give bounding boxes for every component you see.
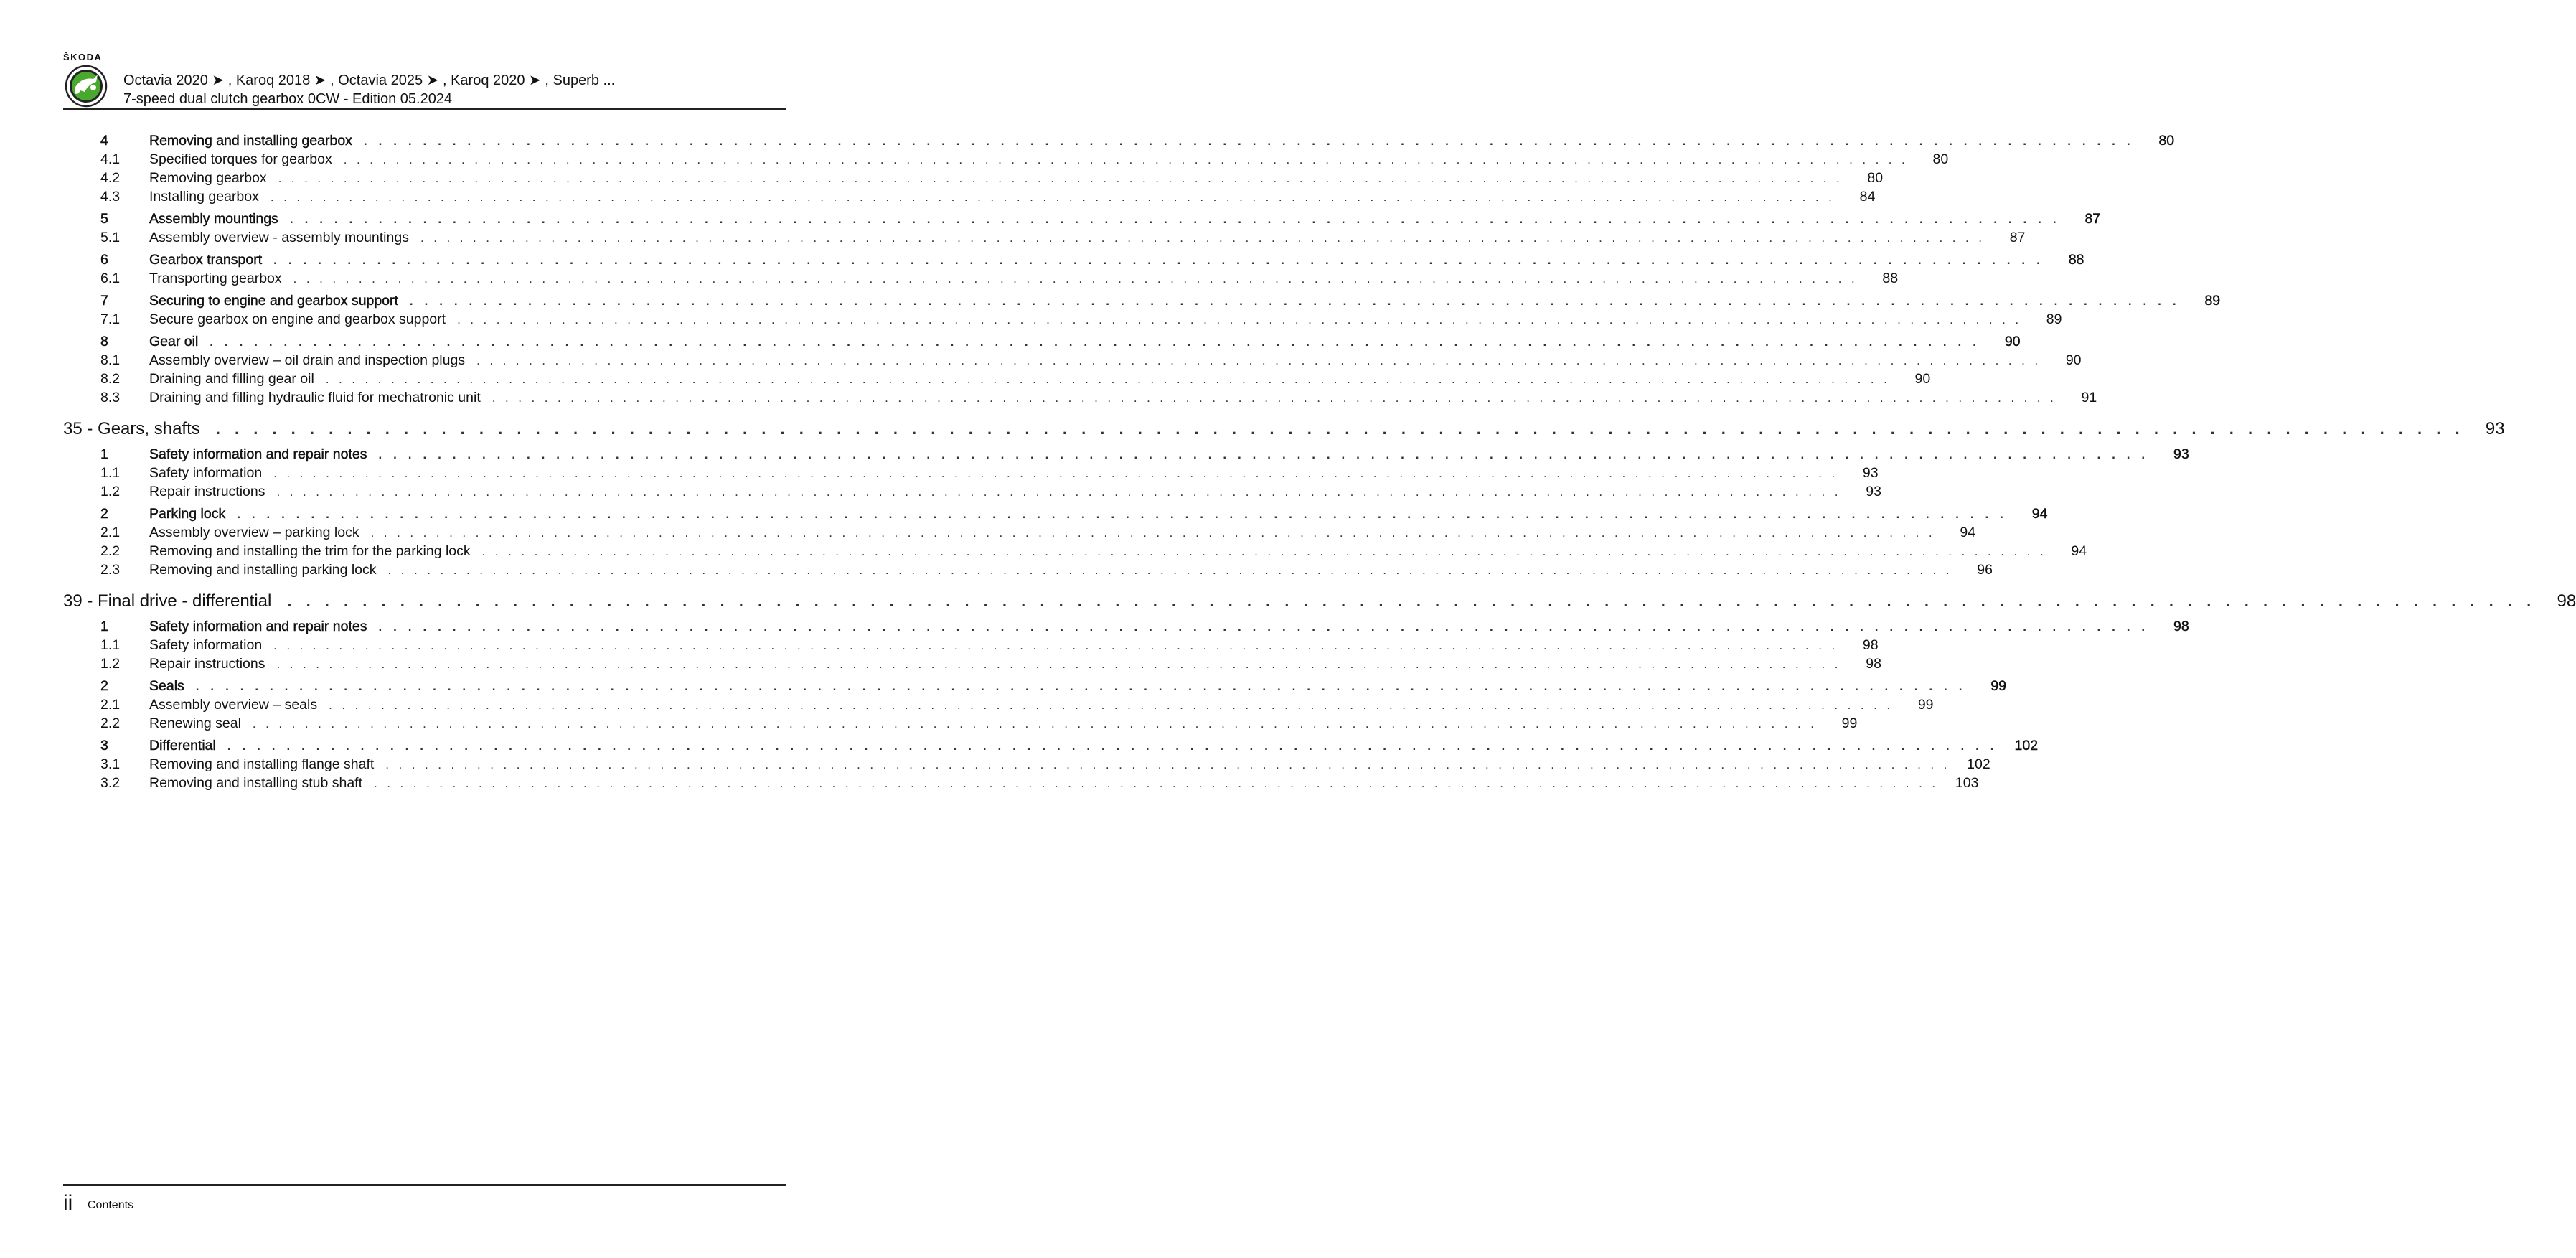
toc-entry-number: 2: [100, 506, 108, 522]
toc-dot-leader: . . . . . . . . . . . . . . . . . . . . . . . . . . . . . . . . . . . . . . . . . . . . . . . . . . . . . . . . . . . . . . . . . . . . . . . . . . . . . . . . . . . . . . . . . . . . . . . . . . . . . . . . . . . . . . . . . . . . . . . .: [374, 776, 1939, 790]
toc-entry-page: 99: [1990, 678, 2007, 694]
toc-entry-page: 88: [2068, 252, 2084, 268]
toc-entry-page: 98: [1866, 656, 1881, 672]
toc-subsection-entry[interactable]: [63, 482, 1881, 501]
toc-entry-title: Safety information and repair notes: [149, 619, 367, 634]
toc-section-entry[interactable]: [63, 250, 2084, 269]
toc-dot-leader: . . . . . . . . . . . . . . . . . . . . . . . . . . . . . . . . . . . . . . . . . . . . . . . . . . . . . . . . . . . . . . . . . . . . . . . . . . . . . . . . . . . . . . . . . . . . . . . . . . . . . . . . . . . . . . . . . . . . . . . .: [276, 657, 1841, 671]
toc-entry-title: Repair instructions: [149, 484, 265, 499]
toc-entry-number: 4: [100, 133, 108, 149]
toc-entry-number: 1.1: [100, 465, 121, 481]
toc-entry-title: Draining and filling hydraulic fluid for mechatronic unit: [149, 390, 481, 405]
toc-dot-leader: . . . . . . . . . . . . . . . . . . . . . . . . . . . . . . . . . . . . . . . . . . . . . . . . . . . . . . . . . . . . . . . . . . . . . . . . . . . . . . . . . . . . . . . . . . . . . . . . . . . . . . . . . . . . . . . . . . . . . . . .: [195, 680, 1967, 693]
toc-entry-number: 2.3: [100, 562, 121, 578]
toc-entry-number: 8.3: [100, 390, 121, 405]
toc-entry-number: 1.2: [100, 656, 121, 672]
brand-wordmark: ŠKODA: [63, 52, 103, 62]
toc-subsection-entry[interactable]: [63, 150, 1949, 169]
toc-dot-leader: . . . . . . . . . . . . . . . . . . . . . . . . . . . . . . . . . . . . . . . . . . . . . . . . . . . . . . . . . . . . . . . . . . . . . . . . . . . . . . . . . . . . . . . . . . . . . . . . . . . . . . . . . . . . . . . . . . . . . . . .: [420, 231, 1985, 245]
toc-dot-leader: . . . . . . . . . . . . . . . . . . . . . . . . . . . . . . . . . . . . . . . . . . . . . . . . . . . . . . . . . . . . . . . . . . . . . . . . . . . . . . . . . . . . . . . . . . . . . . . . . . . . . . . . . . . . . . . . . . . . . . . .: [476, 354, 2041, 367]
toc-entry-number: 1.1: [100, 637, 121, 653]
footer-section-label: Contents: [88, 1199, 134, 1211]
toc-entry-page: 84: [1859, 189, 1876, 205]
toc-subsection-entry[interactable]: [63, 542, 2087, 560]
toc-entry-page: 89: [2046, 311, 2062, 327]
toc-subsection-entry[interactable]: [63, 310, 2062, 329]
toc-dot-leader: . . . . . . . . . . . . . . . . . . . . . . . . . . . . . . . . . . . . . . . . . . . . . . . . . . . . . . . . . . . . . . . . . . . . . . . . . . . . . . . . . . . . . . . . . . . . . . . . . . . . . . . . . . . . . . . . . . . . . . . .: [210, 335, 1980, 349]
toc-subsection-entry[interactable]: [63, 695, 1934, 714]
toc-subsection-entry[interactable]: [63, 388, 2097, 407]
toc-dot-leader: . . . . . . . . . . . . . . . . . . . . . . . . . . . . . . . . . . . . . . . . . . . . . . . . . . . . . . . . . . . . . . . . . . . . . . . . . . . . . . . . . . . . . . . . . . . . . . . . . . . . . . . . . . . . . . . . . . . . . . . .: [227, 739, 1998, 753]
toc-entry-page: 93: [1862, 465, 1879, 481]
toc-entry-page: 93: [2173, 446, 2189, 462]
toc-entry-page: 93: [2485, 419, 2505, 438]
toc-subsection-entry[interactable]: [63, 187, 1876, 206]
toc-entry-page: 90: [2004, 334, 2021, 349]
toc-entry-page: 99: [1841, 715, 1858, 731]
toc-entry-title: Removing and installing the trim for the parking lock: [149, 543, 471, 559]
toc-dot-leader: . . . . . . . . . . . . . . . . . . . . . . . . . . . . . . . . . . . . . . . . . . . . . . . . . . . . . . . . . . . . . . . . . . . . . . . . . . . . . . . . . . . . . . . . . . . . . . . . . . . . . . . . . . . . . . . . . . . . . . . .: [457, 313, 2022, 327]
toc-entry-number: 6.1: [100, 271, 121, 286]
table-of-contents: [63, 128, 2576, 792]
header-divider: [63, 108, 786, 110]
toc-section-entry[interactable]: [63, 332, 2021, 351]
toc-dot-leader: . . . . . . . . . . . . . . . . . . . . . . . . . . . . . . . . . . . . . . . . . . . . . . . . . . . . . . . . . . . . . . . . . . . . . . . . . . . . . . . . . . . . . . . . . . . . . . . . . . . . . . . . . . . . . . . . . . . . . . . .: [387, 563, 1952, 577]
toc-section-entry[interactable]: [63, 445, 2189, 464]
toc-subsection-entry[interactable]: [63, 774, 1979, 792]
toc-subsection-entry[interactable]: [63, 714, 1858, 733]
toc-entry-page: 90: [1914, 371, 1931, 387]
toc-entry-number: 2.2: [100, 715, 121, 731]
toc-entry-number: 3.1: [100, 756, 121, 772]
toc-section-entry[interactable]: [63, 210, 2101, 228]
toc-entry-page: 102: [1967, 756, 1990, 772]
toc-entry-title: Removing and installing gearbox: [149, 133, 352, 149]
toc-entry-page: 102: [2014, 738, 2039, 754]
toc-dot-leader: . . . . . . . . . . . . . . . . . . . . . . . . . . . . . . . . . . . . . . . . . . . . . . . . . . . . . . . . . . . . . . . . . . . . . . . . . . . . . . . . . . . . . . . . . . . . . . . . . . . . . . . . . . . . . . . . . . . . . . . .: [273, 466, 1838, 480]
toc-subsection-entry[interactable]: [63, 755, 1990, 774]
toc-entry-number: 3.2: [100, 775, 121, 791]
toc-subsection-entry[interactable]: [63, 351, 2082, 370]
toc-subsection-entry[interactable]: [63, 228, 2026, 247]
toc-entry-number: 5: [100, 211, 108, 227]
toc-dot-leader: . . . . . . . . . . . . . . . . . . . . . . . . . . . . . . . . . . . . . . . . . . . . . . . . . . . . . . . . . . . . . . . . . . . . . . . . . . . . . . . . . . . . . . . . . . . . . . . . . . . . . . . . . . . . . . . . . . . . . . . .: [492, 391, 2057, 405]
toc-entry-title: Renewing seal: [149, 715, 241, 731]
toc-dot-leader: . . . . . . . . . . . . . . . . . . . . . . . . . . . . . . . . . . . . . . . . . . . . . . . . . . . . . . . . . . . . . . . . . . . . . . . . . . . . . . . . . . . . . . . . . . . . . . . . . . . . . . . . . . . . . . . . . . . . . . . .: [289, 212, 2061, 226]
toc-entry-title: Gearbox transport: [149, 252, 263, 268]
toc-entry-number: 4.1: [100, 151, 121, 167]
toc-entry-page: 98: [1862, 637, 1879, 653]
toc-entry-page: 94: [2031, 506, 2048, 522]
toc-entry-page: 91: [2081, 390, 2097, 405]
toc-entry-page: 87: [2009, 230, 2026, 245]
toc-dot-leader: . . . . . . . . . . . . . . . . . . . . . . . . . . . . . . . . . . . . . . . . . . . . . . . . . . . . . . . . . . . . . . . . . . . . . . . . . . . . . . . . . . . . . . . . . . . . . . . . . . . . . . . . . . . . . . . . . . . . . . . .: [278, 172, 1843, 185]
toc-entry-number: 2.2: [100, 543, 121, 559]
toc-dot-leader: . . . . . . . . . . . . . . . . . . . . . . . . . . . . . . . . . . . . . . . . . . . . . . . . . . . . . . . . . . . . . . . . . . . . . . . . . . . . . . . . . . . . . . . . . . . . . . . . . . . . . . . . . . . . . . . . . . . . . . . .: [385, 758, 1950, 771]
toc-dot-leader: . . . . . . . . . . . . . . . . . . . . . . . . . . . . . . . . . . . . . . . . . . . . . . . . . . . . . . . . . . . . . . . . . . . . . . . . . . . . . . . . . . . . . . . . . . . . . . . . . . . . . . . . . . . . . . . . . . . . . . . .: [287, 592, 2537, 610]
toc-section-entry[interactable]: [63, 291, 2221, 310]
toc-entry-number: 3: [100, 738, 108, 754]
skoda-logo-icon: [65, 65, 108, 108]
toc-dot-leader: . . . . . . . . . . . . . . . . . . . . . . . . . . . . . . . . . . . . . . . . . . . . . . . . . . . . . . . . . . . . . . . . . . . . . . . . . . . . . . . . . . . . . . . . . . . . . . . . . . . . . . . . . . . . . . . . . . . . . . . .: [481, 545, 2047, 558]
toc-entry-page: 98: [2557, 591, 2576, 611]
toc-entry-title: Assembly overview – oil drain and inspection plugs: [149, 352, 466, 368]
toc-subsection-entry[interactable]: [63, 560, 1993, 579]
toc-entry-page: 87: [2084, 211, 2101, 227]
toc-subsection-entry[interactable]: [63, 169, 1884, 187]
toc-entry-title: Assembly mountings: [149, 211, 278, 227]
toc-entry-title: Installing gearbox: [149, 189, 259, 205]
toc-entry-title: Safety information: [149, 637, 263, 653]
toc-entry-number: 6: [100, 252, 108, 268]
toc-entry-title: Removing and installing stub shaft: [149, 775, 363, 791]
toc-entry-page: 89: [2204, 293, 2221, 309]
toc-entry-number: 4.2: [100, 170, 121, 186]
toc-dot-leader: . . . . . . . . . . . . . . . . . . . . . . . . . . . . . . . . . . . . . . . . . . . . . . . . . . . . . . . . . . . . . . . . . . . . . . . . . . . . . . . . . . . . . . . . . . . . . . . . . . . . . . . . . . . . . . . . . . . . . . . .: [343, 153, 1909, 166]
toc-entry-title: Draining and filling gear oil: [149, 371, 314, 387]
toc-entry-number: 1.2: [100, 484, 121, 499]
toc-entry-number: 8.1: [100, 352, 121, 368]
toc-dot-leader: . . . . . . . . . . . . . . . . . . . . . . . . . . . . . . . . . . . . . . . . . . . . . . . . . . . . . . . . . . . . . . . . . . . . . . . . . . . . . . . . . . . . . . . . . . . . . . . . . . . . . . . . . . . . . . . . . . . . . . . .: [276, 485, 1841, 499]
toc-entry-page: 80: [2158, 133, 2175, 149]
toc-entry-title: Parking lock: [149, 506, 226, 522]
toc-entry-page: 90: [2065, 352, 2082, 368]
toc-subsection-entry[interactable]: [63, 523, 1976, 542]
toc-dot-leader: . . . . . . . . . . . . . . . . . . . . . . . . . . . . . . . . . . . . . . . . . . . . . . . . . . . . . . . . . . . . . . . . . . . . . . . . . . . . . . . . . . . . . . . . . . . . . . . . . . . . . . . . . . . . . . . . . . . . . . . .: [252, 717, 1818, 731]
toc-entry-title: Safety information: [149, 465, 263, 481]
toc-entry-title: Removing and installing parking lock: [149, 562, 377, 578]
toc-entry-title: Secure gearbox on engine and gearbox support: [149, 311, 446, 327]
toc-dot-leader: . . . . . . . . . . . . . . . . . . . . . . . . . . . . . . . . . . . . . . . . . . . . . . . . . . . . . . . . . . . . . . . . . . . . . . . . . . . . . . . . . . . . . . . . . . . . . . . . . . . . . . . . . . . . . . . . . . . . . . . .: [270, 190, 1835, 204]
toc-entry-page: 80: [1867, 170, 1884, 186]
toc-entry-title: 39 - Final drive - differential: [63, 591, 272, 611]
header-subtitle: 7-speed dual clutch gearbox 0CW - Edition 05.2024: [123, 91, 453, 107]
toc-entry-number: 7.1: [100, 311, 121, 327]
toc-entry-page: 88: [1882, 271, 1899, 286]
toc-chapter-entry[interactable]: [63, 589, 2576, 614]
toc-entry-title: Assembly overview – parking lock: [149, 525, 359, 540]
toc-section-entry[interactable]: [63, 677, 2007, 695]
toc-entry-title: Transporting gearbox: [149, 271, 282, 286]
toc-entry-number: 2: [100, 678, 108, 694]
footer-divider: [63, 1184, 786, 1186]
toc-entry-page: 99: [1917, 697, 1934, 713]
toc-dot-leader: . . . . . . . . . . . . . . . . . . . . . . . . . . . . . . . . . . . . . . . . . . . . . . . . . . . . . . . . . . . . . . . . . . . . . . . . . . . . . . . . . . . . . . . . . . . . . . . . . . . . . . . . . . . . . . . . . . . . . . . .: [237, 507, 2008, 521]
toc-subsection-entry[interactable]: [63, 269, 1899, 288]
toc-dot-leader: . . . . . . . . . . . . . . . . . . . . . . . . . . . . . . . . . . . . . . . . . . . . . . . . . . . . . . . . . . . . . . . . . . . . . . . . . . . . . . . . . . . . . . . . . . . . . . . . . . . . . . . . . . . . . . . . . . . . . . . .: [329, 698, 1894, 712]
toc-entry-number: 7: [100, 293, 108, 309]
toc-entry-page: 103: [1955, 775, 1979, 791]
toc-section-entry[interactable]: [63, 131, 2175, 150]
toc-entry-page: 80: [1932, 151, 1949, 167]
toc-entry-title: Seals: [149, 678, 184, 694]
toc-section-entry[interactable]: [63, 736, 2039, 755]
toc-dot-leader: . . . . . . . . . . . . . . . . . . . . . . . . . . . . . . . . . . . . . . . . . . . . . . . . . . . . . . . . . . . . . . . . . . . . . . . . . . . . . . . . . . . . . . . . . . . . . . . . . . . . . . . . . . . . . . . . . . . . . . . .: [370, 526, 1936, 540]
toc-chapter-entry[interactable]: [63, 417, 2505, 441]
toc-entry-number: 8.2: [100, 371, 121, 387]
toc-entry-page: 93: [1866, 484, 1881, 499]
footer-page-number: ii: [63, 1191, 73, 1215]
toc-entry-title: Differential: [149, 738, 216, 754]
toc-dot-leader: . . . . . . . . . . . . . . . . . . . . . . . . . . . . . . . . . . . . . . . . . . . . . . . . . . . . . . . . . . . . . . . . . . . . . . . . . . . . . . . . . . . . . . . . . . . . . . . . . . . . . . . . . . . . . . . . . . . . . . . .: [409, 294, 2181, 308]
toc-dot-leader: . . . . . . . . . . . . . . . . . . . . . . . . . . . . . . . . . . . . . . . . . . . . . . . . . . . . . . . . . . . . . . . . . . . . . . . . . . . . . . . . . . . . . . . . . . . . . . . . . . . . . . . . . . . . . . . . . . . . . . . .: [378, 620, 2149, 634]
toc-entry-title: Specified torques for gearbox: [149, 151, 332, 167]
toc-entry-title: Repair instructions: [149, 656, 265, 672]
toc-entry-title: 35 - Gears, shafts: [63, 419, 200, 438]
toc-entry-number: 2.1: [100, 525, 121, 540]
toc-entry-page: 94: [2071, 543, 2087, 559]
toc-dot-leader: . . . . . . . . . . . . . . . . . . . . . . . . . . . . . . . . . . . . . . . . . . . . . . . . . . . . . . . . . . . . . . . . . . . . . . . . . . . . . . . . . . . . . . . . . . . . . . . . . . . . . . . . . . . . . . . . . . . . . . . .: [273, 639, 1838, 652]
toc-entry-title: Removing and installing flange shaft: [149, 756, 375, 772]
toc-entry-page: 94: [1960, 525, 1976, 540]
toc-subsection-entry[interactable]: [63, 464, 1879, 482]
toc-entry-number: 5.1: [100, 230, 121, 245]
toc-entry-title: Assembly overview - assembly mountings: [149, 230, 409, 245]
toc-dot-leader: . . . . . . . . . . . . . . . . . . . . . . . . . . . . . . . . . . . . . . . . . . . . . . . . . . . . . . . . . . . . . . . . . . . . . . . . . . . . . . . . . . . . . . . . . . . . . . . . . . . . . . . . . . . . . . . . . . . . . . . .: [215, 420, 2465, 438]
toc-dot-leader: . . . . . . . . . . . . . . . . . . . . . . . . . . . . . . . . . . . . . . . . . . . . . . . . . . . . . . . . . . . . . . . . . . . . . . . . . . . . . . . . . . . . . . . . . . . . . . . . . . . . . . . . . . . . . . . . . . . . . . . .: [378, 448, 2149, 461]
header-title: Octavia 2020 ➤ , Karoq 2018 ➤ , Octavia 2025 ➤ , Karoq 2020 ➤ , Superb ...: [123, 72, 616, 88]
toc-entry-title: Securing to engine and gearbox support: [149, 293, 398, 309]
toc-subsection-entry[interactable]: [63, 370, 1931, 388]
toc-entry-number: 4.3: [100, 189, 121, 205]
toc-entry-title: Gear oil: [149, 334, 199, 349]
toc-subsection-entry[interactable]: [63, 654, 1881, 673]
toc-section-entry[interactable]: [63, 617, 2189, 636]
toc-entry-number: 8: [100, 334, 108, 349]
toc-entry-title: Removing gearbox: [149, 170, 267, 186]
toc-dot-leader: . . . . . . . . . . . . . . . . . . . . . . . . . . . . . . . . . . . . . . . . . . . . . . . . . . . . . . . . . . . . . . . . . . . . . . . . . . . . . . . . . . . . . . . . . . . . . . . . . . . . . . . . . . . . . . . . . . . . . . . .: [293, 272, 1858, 286]
toc-subsection-entry[interactable]: [63, 636, 1879, 654]
toc-dot-leader: . . . . . . . . . . . . . . . . . . . . . . . . . . . . . . . . . . . . . . . . . . . . . . . . . . . . . . . . . . . . . . . . . . . . . . . . . . . . . . . . . . . . . . . . . . . . . . . . . . . . . . . . . . . . . . . . . . . . . . . .: [363, 134, 2135, 148]
toc-dot-leader: . . . . . . . . . . . . . . . . . . . . . . . . . . . . . . . . . . . . . . . . . . . . . . . . . . . . . . . . . . . . . . . . . . . . . . . . . . . . . . . . . . . . . . . . . . . . . . . . . . . . . . . . . . . . . . . . . . . . . . . .: [273, 253, 2044, 267]
toc-entry-page: 96: [1977, 562, 1993, 578]
toc-entry-title: Assembly overview – seals: [149, 697, 318, 713]
toc-entry-title: Safety information and repair notes: [149, 446, 367, 462]
toc-entry-number: 1: [100, 619, 108, 634]
toc-entry-page: 98: [2173, 619, 2189, 634]
toc-entry-number: 2.1: [100, 697, 121, 713]
toc-entry-number: 1: [100, 446, 108, 462]
toc-dot-leader: . . . . . . . . . . . . . . . . . . . . . . . . . . . . . . . . . . . . . . . . . . . . . . . . . . . . . . . . . . . . . . . . . . . . . . . . . . . . . . . . . . . . . . . . . . . . . . . . . . . . . . . . . . . . . . . . . . . . . . . .: [325, 372, 1891, 386]
toc-section-entry[interactable]: [63, 504, 2048, 523]
